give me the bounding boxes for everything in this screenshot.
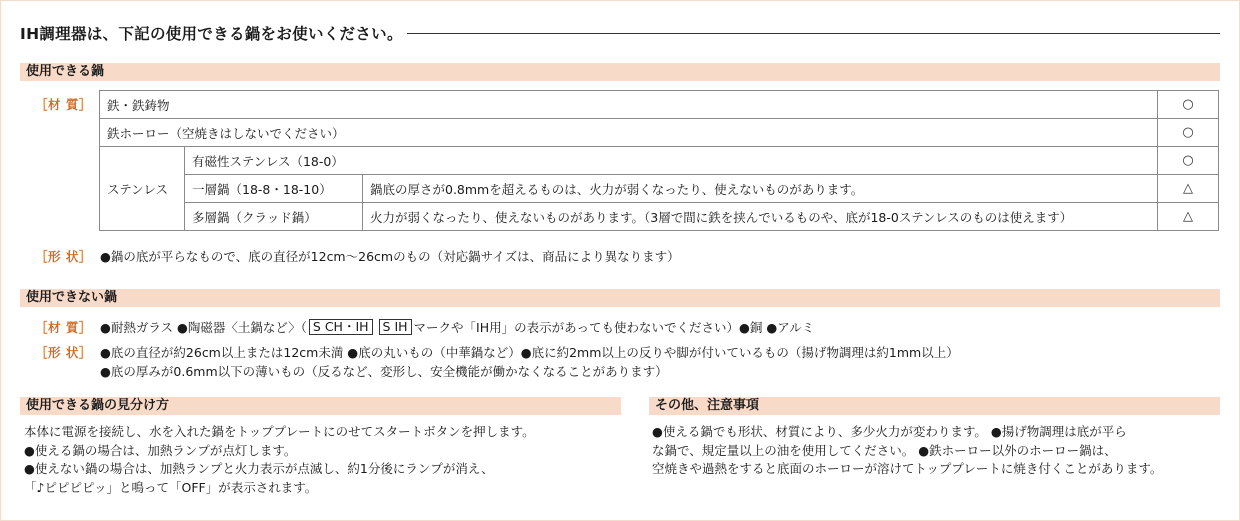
- howto-text: [24, 423, 535, 497]
- usable-material-label: ［材 質］: [35, 97, 92, 112]
- notes-band: その他、注意事項: [649, 397, 1220, 415]
- sih-badge: S IH: [379, 319, 412, 335]
- table-row: [100, 175, 1219, 203]
- table-cell: 鉄・鉄鋳物: [100, 91, 1158, 119]
- table-cell: 鉄ホーロー（空焼きはしないでください）: [100, 119, 1158, 147]
- table-cell: 一層鍋（18-8・18-10）: [185, 175, 363, 203]
- sch-ih-badge: S CH・IH: [309, 319, 373, 335]
- notes-text: [652, 423, 1162, 479]
- table-cell: 鍋底の厚さが0.8mmを超えるものは、火力が弱くなったり、使えないものがあります。: [363, 175, 1158, 203]
- notes-line: 空焼きや過熱をすると底面のホーローが溶けてトッププレートに焼き付くことがあります。: [652, 461, 1163, 476]
- page-title: IH調理器は、下記の使用できる鍋をお使いください。: [20, 25, 403, 43]
- table-row: [100, 147, 1219, 175]
- table-cell: 火力が弱くなったり、使えないものがあります。（3層で間に鉄を挟んでいるものや、底が18-0ステンレスのものは使えます）: [363, 203, 1158, 231]
- howto-band: 使用できる鍋の見分け方: [20, 397, 621, 415]
- usable-shape-label: ［形 状］: [35, 249, 92, 264]
- notes-line: な鍋で、規定量以上の油を使用してください。 ●鉄ホーロー以外のホーロー鍋は、: [652, 442, 1117, 458]
- howto-line: 「♪ピピピピッ」と鳴って「OFF」が表示されます。: [24, 479, 318, 495]
- unusable-shape-label: ［形 状］: [35, 345, 92, 360]
- usable-shape-text: ●鍋の底が平らなもので、底の直径が12cm〜26cmのもの（対応鍋サイズは、商品により異なります）: [100, 249, 680, 264]
- unusable-shape-line2: ●底の厚みが0.6mm以下の薄いもの（反るなど、変形し、安全機能が働かなくなることがあります）: [100, 364, 668, 379]
- unusable-shape-line1: ●底の直径が約26cm以上または12cm未満 ●底の丸いもの（中華鍋など）●底に約2mm以上の反りや脚が付いているもの（揚げ物調理は約1mm以上）: [100, 345, 959, 360]
- caution-mark: △: [1158, 203, 1219, 231]
- unusable-material-part-b: マークや「IH用」の表示があっても使わないでください）●銅 ●アルミ: [413, 320, 815, 335]
- ok-mark: ○: [1158, 147, 1219, 175]
- unusable-material-label: ［材 質］: [35, 320, 92, 335]
- table-row: [100, 203, 1219, 231]
- table-row: [100, 91, 1219, 119]
- table-row: [100, 119, 1219, 147]
- title-row: [20, 22, 1220, 44]
- howto-line: ●使えない鍋の場合は、加熱ランプと火力表示が点滅し、約1分後にランプが消え、: [24, 461, 494, 476]
- table-cell: 多層鍋（クラッド鍋）: [185, 203, 363, 231]
- unusable-material-part-a: ●耐熱ガラス ●陶磁器〈土鍋など〉（: [100, 320, 307, 335]
- howto-line: ●使える鍋の場合は、加熱ランプが点灯します。: [24, 442, 297, 458]
- usable-material-table: [99, 90, 1219, 231]
- caution-mark: △: [1158, 175, 1219, 203]
- stainless-label: ステンレス: [100, 147, 185, 231]
- howto-line: 本体に電源を接続し、水を入れた鍋をトッププレートにのせてスタートボタンを押します。: [24, 424, 535, 439]
- table-cell: 有磁性ステンレス（18-0）: [185, 147, 1158, 175]
- ok-mark: ○: [1158, 119, 1219, 147]
- notes-line: ●使える鍋でも形状、材質により、多少火力が変わります。 ●揚げ物調理は底が平ら: [652, 424, 1127, 439]
- ok-mark: ○: [1158, 91, 1219, 119]
- unusable-band: 使用できない鍋: [20, 289, 1220, 307]
- unusable-material-text: [100, 318, 814, 336]
- title-rule: [407, 33, 1220, 34]
- usable-band: 使用できる鍋: [20, 63, 1220, 81]
